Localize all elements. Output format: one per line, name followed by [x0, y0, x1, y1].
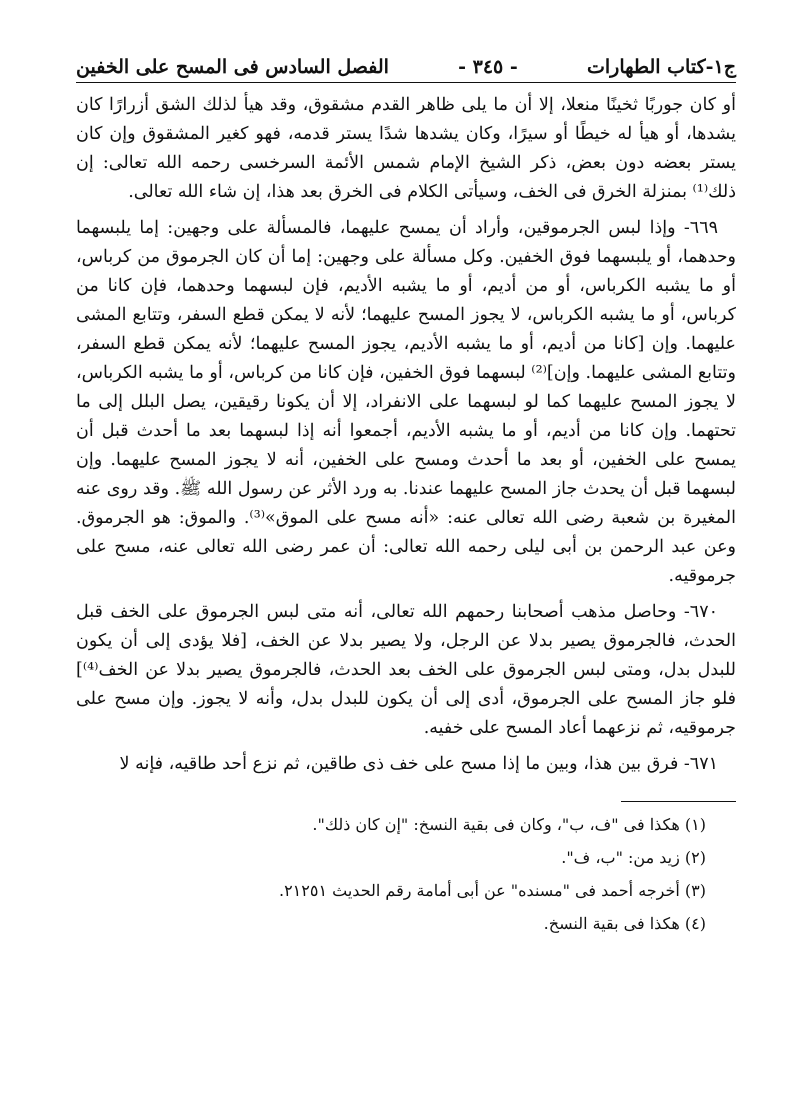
body-paragraph: ٦٧٠- وحاصل مذهب أصحابنا رحمهم الله تعالى، أنه متى لبس الجرموق على الخف قبل الحدث، فالجرموق يصير بدلا عن الرجل، ولا يصير بدلا عن الخف، [فلا يؤدى إلى أن يكون للبدل بدل، ومتى لبس الجرموق على الخف بعد الحدث، فالجرموق يصير بدلا عن الخف⁽⁴⁾] فلو جاز المسح على الجرموق، أدى إلى أن يكون للبدل بدل، وأنه لا يجوز. وإن مسح على جرموقيه، ثم نزعهما أعاد المسح على خفيه. — [76, 602, 736, 738]
chapter-title: الفصل السادس فى المسح على الخفين — [76, 56, 389, 78]
body-paragraph: ٦٦٩- وإذا لبس الجرموقين، وأراد أن يمسح عليهما، فالمسألة على وجهين: إما يلبسهما وحدهما، أو يلبسهما فوق الخفين. وكل مسألة على وجهين: إما أن كان الجرموق من كرباس، أو ما يشبه الكرباس، أو من أديم، أو ما يشبه الأديم، فإن لبسهما وحدهما، فإن كانا من كرباس، أو ما يشبه الكرباس، لا يجوز المسح عليهما؛ لأنه لا يمكن قطع السفر، وتتابع المشى عليهما. وإن [كانا من أديم، أو ما يشبه الأديم، يجوز المسح عليهما؛ لأنه يمكن قطع السفر، وتتابع المشى عليهما. وإن]⁽²⁾ لبسهما فوق الخفين، فإن كانا من كرباس، أو ما يشبه الكرباس، لا يجوز المسح عليهما كما لو لبسهما على الانفراد، إلا أن يكونا رقيقين، يصل البلل إلى ما تحتهما. وإن كانا من أديم، أو ما يشبه الأديم، أجمعوا أنه إذا لبسهما بعد ما أحدث قبل أن يمسح على الخفين، أو بعد ما أحدث ومسح على الخفين، أنه لا يجوز المسح عليهما. وإن لبسهما قبل أن يحدث جاز المسح عليهما عندنا. به ورد الأثر عن رسول الله ﷺ. وقد روى عنه المغيرة بن شعبة رضى الله تعالى عنه: «أنه مسح على الموق»⁽³⁾. والموق: هو الجرموق. وعن عبد الرحمن بن أبى ليلى رحمه الله تعالى: أن عمر رضى الله تعالى عنه، مسح على جرموقيه. — [76, 218, 737, 586]
page-number: - ٣٤٥ - — [458, 56, 518, 78]
footnote: (٢) زيد من: "ب، ف". — [561, 848, 706, 867]
running-header — [76, 56, 736, 82]
footnote: (٤) هكذا فى بقية النسخ. — [543, 914, 706, 933]
body-paragraph: ٦٧١- فرق بين هذا، وبين ما إذا مسح على خف ذى طاقين، ثم نزع أحد طاقيه، فإنه لا — [119, 754, 718, 774]
footnote: (١) هكذا فى "ف، ب"، وكان فى بقية النسخ: "إن كان ذلك". — [312, 815, 706, 834]
body-paragraph: أو كان جوربًا ثخينًا منعلا، إلا أن ما يلى ظاهر القدم مشقوق، وقد هيأ لذلك الشق أزرارًا كان يشدها، أو هيأ له خيطًا أو سيرًا، وكان يشدها شدًا يستر قدمه، فهو كغير المشقوق وإن كان يستر بعضه دون بعض، ذكر الشيخ الإمام شمس الأئمة السرخسى رحمه الله تعالى: إن ذلك⁽¹⁾ بمنزلة الخرق فى الخف، وسيأتى الكلام فى الخرق بعد هذا، إن شاء الله تعالى. — [76, 95, 736, 202]
book-title: ج١-كتاب الطهارات — [587, 56, 736, 78]
footnote: (٣) أخرجه أحمد فى "مسنده" عن أبى أمامة رقم الحديث ٢١٢٥١. — [278, 881, 706, 900]
document-page — [76, 56, 736, 946]
header-rule — [76, 82, 736, 83]
footnote-rule — [621, 801, 736, 802]
